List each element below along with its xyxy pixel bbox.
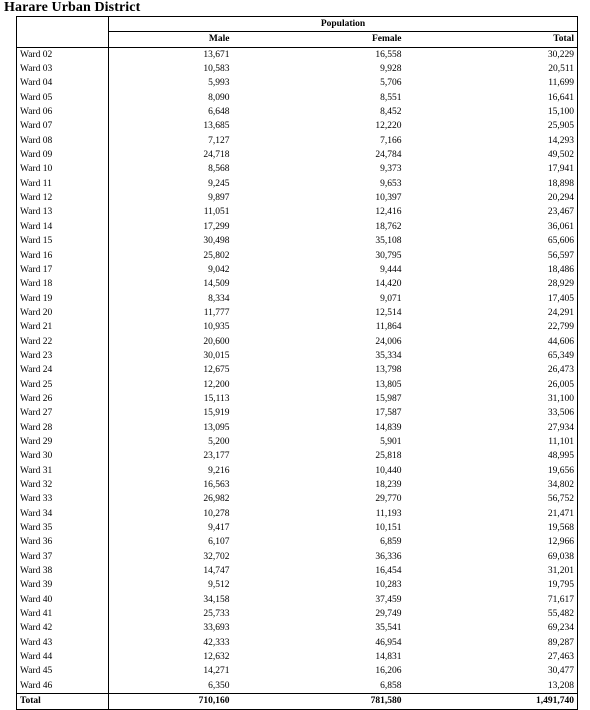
total-count: 16,641 — [547, 92, 575, 103]
male-count: 34,158 — [109, 593, 233, 607]
table-row — [17, 435, 578, 449]
female-count: 12,416 — [375, 207, 402, 218]
female-count: 35,334 — [375, 350, 402, 361]
total-count: 55,482 — [547, 609, 575, 620]
ward-name: Ward 23 — [20, 350, 53, 361]
male-count: 7,127 — [109, 134, 233, 148]
population-group-header: Population — [109, 17, 578, 32]
male-count: 17,299 — [109, 220, 233, 234]
ward-name: Ward 44 — [20, 652, 53, 663]
female-count: 30,795 — [375, 250, 402, 261]
table-row — [17, 306, 578, 320]
male-count: 6,648 — [109, 105, 233, 119]
female-count: 9,071 — [380, 293, 402, 304]
ward-name: Ward 30 — [20, 451, 53, 462]
female-count: 8,452 — [380, 107, 402, 118]
ward-name: Ward 14 — [20, 221, 53, 232]
table-row — [17, 650, 578, 664]
ward-header-cell — [17, 17, 109, 48]
male-count: 13,685 — [109, 119, 233, 133]
male-count: 30,498 — [109, 234, 233, 248]
column-header-total: Total — [553, 34, 575, 45]
table-row — [17, 249, 578, 263]
ward-name: Ward 42 — [20, 623, 53, 634]
female-count: 13,798 — [375, 365, 402, 376]
male-count: 8,090 — [109, 91, 233, 105]
male-count: 9,042 — [109, 263, 233, 277]
total-count: 48,995 — [547, 451, 575, 462]
ward-name: Ward 40 — [20, 594, 53, 605]
total-male: 710,160 — [109, 694, 233, 709]
table-row — [17, 378, 578, 392]
total-count: 69,038 — [547, 551, 575, 562]
female-count: 11,864 — [375, 322, 402, 333]
ward-name: Ward 17 — [20, 264, 53, 275]
total-count: 65,349 — [547, 350, 575, 361]
total-count: 30,229 — [405, 47, 578, 62]
ward-name: Ward 02 — [17, 47, 109, 62]
ward-name: Ward 10 — [20, 164, 53, 175]
male-count: 25,733 — [109, 607, 233, 621]
male-count: 12,632 — [109, 650, 233, 664]
total-count: 18,486 — [547, 264, 575, 275]
female-count: 46,954 — [375, 637, 402, 648]
total-count: 28,929 — [547, 279, 575, 290]
table-row — [17, 177, 578, 191]
ward-name: Ward 32 — [20, 480, 53, 490]
total-count: 20,294 — [547, 193, 575, 204]
table-row — [17, 220, 578, 234]
table-body — [17, 47, 578, 693]
total-count: 18,898 — [547, 178, 575, 189]
female-count: 9,373 — [380, 164, 402, 175]
table-row — [17, 105, 578, 119]
female-count: 10,397 — [375, 193, 402, 204]
female-count: 13,805 — [375, 379, 402, 390]
female-count: 29,770 — [375, 494, 402, 505]
total-count: 34,802 — [547, 480, 575, 490]
female-count: 18,239 — [375, 480, 402, 490]
table-row — [17, 621, 578, 635]
female-count: 11,193 — [375, 508, 402, 519]
total-count: 25,905 — [547, 121, 575, 132]
ward-name: Ward 28 — [20, 422, 53, 433]
female-count: 24,784 — [375, 150, 402, 161]
male-count: 9,245 — [109, 177, 233, 191]
ward-name: Ward 13 — [20, 207, 53, 218]
male-count: 33,693 — [109, 621, 233, 635]
male-count: 10,583 — [109, 62, 233, 76]
male-count: 9,417 — [109, 521, 233, 535]
ward-name: Ward 35 — [20, 523, 53, 534]
male-count: 26,982 — [109, 492, 233, 506]
male-count: 15,919 — [109, 406, 233, 420]
total-count: 11,699 — [548, 78, 575, 89]
male-count: 8,568 — [109, 162, 233, 176]
column-header-male: Male — [109, 32, 233, 47]
female-count: 36,336 — [375, 551, 402, 562]
ward-name: Ward 08 — [20, 135, 53, 146]
male-count: 25,802 — [109, 249, 233, 263]
table-row — [17, 349, 578, 363]
table-row — [17, 607, 578, 621]
female-count: 5,901 — [380, 436, 402, 447]
page-title: Harare Urban District — [4, 0, 141, 15]
ward-name: Ward 15 — [20, 236, 53, 247]
female-count: 25,818 — [375, 451, 402, 462]
male-count: 9,512 — [109, 578, 233, 592]
ward-name: Ward 37 — [20, 551, 53, 562]
female-count: 14,839 — [375, 422, 402, 433]
ward-name: Ward 19 — [20, 293, 53, 304]
male-count: 32,702 — [109, 550, 233, 564]
total-count: 13,208 — [547, 680, 575, 691]
male-count: 9,897 — [109, 191, 233, 205]
ward-name: Ward 41 — [20, 609, 53, 620]
table-row — [17, 449, 578, 463]
ward-name: Ward 24 — [20, 365, 53, 376]
total-count: 19,656 — [547, 465, 575, 476]
total-count: 11,101 — [548, 436, 575, 447]
female-count: 24,006 — [375, 336, 402, 347]
female-count: 17,587 — [375, 408, 402, 419]
male-count: 30,015 — [109, 349, 233, 363]
total-count: 21,471 — [547, 508, 575, 519]
total-female: 781,580 — [233, 694, 405, 709]
male-count: 13,671 — [109, 47, 233, 62]
ward-name: Ward 31 — [20, 465, 53, 476]
ward-name: Ward 09 — [20, 150, 53, 161]
table-row — [17, 593, 578, 607]
ward-name: Ward 25 — [20, 379, 53, 390]
male-count: 12,675 — [109, 363, 233, 377]
male-count: 13,095 — [109, 421, 233, 435]
table-row — [17, 636, 578, 650]
male-count: 14,509 — [109, 277, 233, 291]
total-count: 22,799 — [547, 322, 575, 333]
female-count: 5,706 — [380, 78, 402, 89]
table-row — [17, 535, 578, 549]
female-count: 18,762 — [375, 221, 402, 232]
table-row — [17, 492, 578, 506]
male-count: 10,278 — [109, 507, 233, 521]
table-row — [17, 550, 578, 564]
female-count: 37,459 — [375, 594, 402, 605]
ward-name: Ward 22 — [20, 336, 53, 347]
table-row — [17, 234, 578, 248]
ward-name: Ward 45 — [20, 666, 53, 677]
table-row — [17, 205, 578, 219]
male-count: 9,216 — [109, 464, 233, 478]
ward-name: Ward 11 — [20, 178, 52, 189]
ward-name: Ward 39 — [20, 580, 53, 591]
female-count: 10,151 — [375, 523, 402, 534]
table-row — [17, 578, 578, 592]
total-all: 1,491,740 — [405, 694, 578, 709]
ward-name: Ward 46 — [20, 680, 53, 691]
total-count: 31,100 — [547, 393, 575, 404]
ward-name: Ward 26 — [20, 393, 53, 404]
total-count: 14,293 — [547, 135, 575, 146]
column-header-female: Female — [371, 34, 402, 45]
female-count: 7,166 — [380, 135, 402, 146]
table-row — [17, 47, 578, 62]
total-count: 89,287 — [547, 637, 575, 648]
ward-name: Ward 21 — [20, 322, 53, 333]
total-count: 44,606 — [547, 336, 575, 347]
total-count: 23,467 — [547, 207, 575, 218]
table-row — [17, 421, 578, 435]
female-count: 9,653 — [380, 178, 402, 189]
total-count: 26,473 — [547, 365, 575, 376]
total-count: 36,061 — [547, 221, 575, 232]
table-row — [17, 91, 578, 105]
total-count: 33,506 — [547, 408, 575, 419]
total-count: 20,511 — [548, 64, 575, 75]
table-row — [17, 162, 578, 176]
female-count: 9,928 — [380, 64, 402, 75]
ward-name: Ward 18 — [20, 279, 53, 290]
female-count: 35,541 — [375, 623, 402, 634]
table-row — [17, 335, 578, 349]
ward-name: Ward 20 — [20, 307, 53, 318]
ward-name: Ward 07 — [20, 121, 53, 132]
ward-name: Ward 12 — [20, 193, 53, 204]
total-count: 31,201 — [547, 566, 575, 577]
ward-name: Ward 38 — [20, 566, 53, 577]
female-count: 6,859 — [380, 537, 402, 548]
male-count: 15,113 — [109, 392, 233, 406]
total-count: 15,100 — [547, 107, 575, 118]
table-row — [17, 277, 578, 291]
ward-name: Ward 16 — [20, 250, 53, 261]
ward-name: Ward 36 — [20, 537, 53, 548]
ward-name: Ward 03 — [20, 64, 53, 75]
total-count: 17,405 — [547, 293, 575, 304]
table-row — [17, 363, 578, 377]
female-count: 10,440 — [375, 465, 402, 476]
female-count: 6,858 — [380, 680, 402, 691]
male-count: 11,777 — [109, 306, 233, 320]
total-count: 27,934 — [547, 422, 575, 433]
total-count: 27,463 — [547, 652, 575, 663]
male-count: 6,107 — [109, 535, 233, 549]
female-count: 8,551 — [380, 92, 402, 103]
total-count: 12,966 — [547, 537, 575, 548]
table-row — [17, 392, 578, 406]
female-count: 29,749 — [375, 609, 402, 620]
table-row — [17, 263, 578, 277]
female-count: 15,987 — [375, 393, 402, 404]
male-count: 16,563 — [109, 478, 233, 492]
table-row — [17, 292, 578, 306]
table-row — [17, 148, 578, 162]
female-count: 16,206 — [375, 666, 402, 677]
male-count: 5,993 — [109, 76, 233, 90]
male-count: 24,718 — [109, 148, 233, 162]
total-count: 56,597 — [547, 250, 575, 261]
ward-name: Ward 27 — [20, 408, 53, 419]
table-row — [17, 521, 578, 535]
total-count: 30,477 — [547, 666, 575, 677]
male-count: 8,334 — [109, 292, 233, 306]
male-count: 42,333 — [109, 636, 233, 650]
male-count: 6,350 — [109, 679, 233, 694]
female-count: 14,831 — [375, 652, 402, 663]
ward-name: Ward 04 — [20, 78, 53, 89]
male-count: 14,747 — [109, 564, 233, 578]
total-count: 19,795 — [547, 580, 575, 591]
total-count: 19,568 — [547, 523, 575, 534]
table-row — [17, 679, 578, 694]
male-count: 11,051 — [109, 205, 233, 219]
table-row — [17, 191, 578, 205]
female-count: 16,454 — [375, 566, 402, 577]
table-row — [17, 134, 578, 148]
ward-name: Ward 05 — [20, 92, 53, 103]
total-count: 65,606 — [547, 236, 575, 247]
table-row — [17, 320, 578, 334]
table-row — [17, 478, 578, 492]
ward-name: Ward 29 — [20, 436, 53, 447]
ward-name: Ward 34 — [20, 508, 53, 519]
total-count: 71,617 — [547, 594, 575, 605]
female-count: 14,420 — [375, 279, 402, 290]
table-row — [17, 76, 578, 90]
total-count: 24,291 — [547, 307, 575, 318]
female-count: 16,558 — [233, 47, 405, 62]
total-count: 17,941 — [547, 164, 575, 175]
female-count: 9,444 — [380, 264, 402, 275]
male-count: 12,200 — [109, 378, 233, 392]
ward-name: Ward 43 — [20, 637, 53, 648]
ward-name: Ward 33 — [20, 494, 53, 505]
female-count: 12,514 — [375, 307, 402, 318]
total-count: 69,234 — [547, 623, 575, 634]
table-row — [17, 507, 578, 521]
male-count: 23,177 — [109, 449, 233, 463]
ward-name: Ward 06 — [20, 107, 53, 118]
male-count: 20,600 — [109, 335, 233, 349]
table-row — [17, 62, 578, 76]
total-label: Total — [17, 694, 109, 709]
total-count: 49,502 — [547, 150, 575, 161]
table-row — [17, 464, 578, 478]
total-count: 56,752 — [547, 494, 575, 505]
female-count: 12,220 — [375, 121, 402, 132]
female-count: 35,108 — [375, 236, 402, 247]
male-count: 14,271 — [109, 664, 233, 678]
total-count: 26,005 — [547, 379, 575, 390]
table-row — [17, 564, 578, 578]
table-row — [17, 664, 578, 678]
male-count: 5,200 — [109, 435, 233, 449]
table-row — [17, 406, 578, 420]
female-count: 10,283 — [375, 580, 402, 591]
population-table — [16, 16, 578, 710]
table-row — [17, 119, 578, 133]
male-count: 10,935 — [109, 320, 233, 334]
